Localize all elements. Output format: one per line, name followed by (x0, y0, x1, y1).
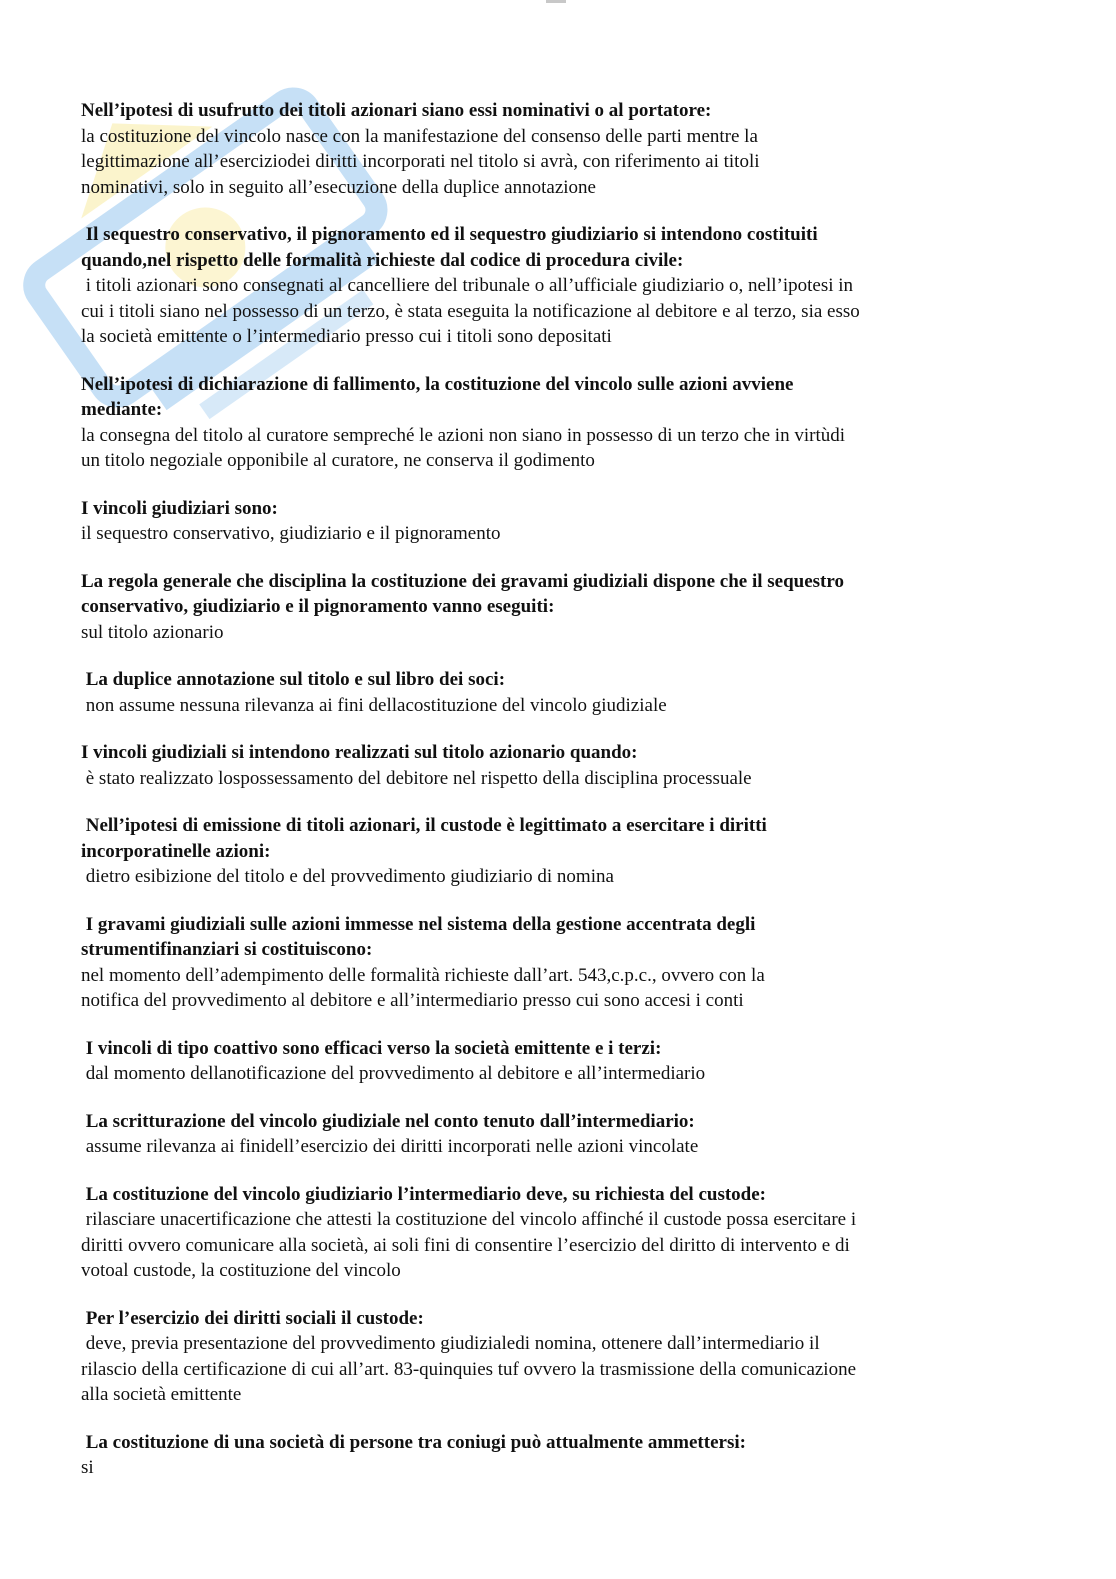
answer-text: si (81, 1457, 94, 1478)
answer-text: deve, previa presentazione del provvedimento giudizialedi nomina, ottenere dall’intermediario il rilascio della certificazione di cui all’art. 83-quinquies tuf ovvero la trasmissione della comunicazione alla società emittente (81, 1333, 857, 1405)
answer-text: assume rilevanza ai finidell’esercizio dei diritti incorporati nelle azioni vincolate (81, 1136, 699, 1157)
question-text: I vincoli giudiziali si intendono realizzati sul titolo azionario quando: (81, 742, 638, 763)
qa-list (81, 98, 1021, 1481)
answer-text: nel momento dell’adempimento delle formalità richieste dall’art. 543,c.p.c., ovvero con la notifica del provvedimento al debitore e all’intermediario presso cui sono accesi i conti (81, 964, 765, 1011)
answer-text: dal momento dellanotificazione del provvedimento al debitore e all’intermediario (81, 1063, 706, 1084)
question-text: La duplice annotazione sul titolo e sul libro dei soci: (81, 669, 506, 690)
qa-item (81, 667, 1021, 718)
qa-item (81, 912, 1021, 1014)
question-text: Nell’ipotesi di emissione di titoli azionari, il custode è legittimato a esercitare i diritti incorporatinelle azioni: (81, 815, 767, 862)
question-text: La costituzione del vincolo giudiziario l’intermediario deve, su richiesta del custode: (81, 1183, 766, 1205)
question-text: I gravami giudiziali sulle azioni immesse nel sistema della gestione accentrata degli strumentifinanziari si costituiscono: (81, 913, 756, 960)
qa-item (81, 98, 1021, 200)
question-text: I vincoli giudiziari sono: (81, 497, 278, 519)
answer-text: dietro esibizione del titolo e del provvedimento giudiziario di nomina (81, 866, 614, 887)
question-text: I vincoli di tipo coattivo sono efficaci verso la società emittente e i terzi: (81, 1037, 662, 1059)
qa-item (81, 496, 1021, 547)
header-mark (546, 0, 566, 3)
question-text: La costituzione di una società di persone tra coniugi può attualmente ammettersi: (81, 1431, 746, 1453)
qa-item (81, 1306, 1021, 1408)
qa-item (81, 372, 1021, 474)
answer-text: la consegna del titolo al curatore sempreché le azioni non siano in possesso di un terzo che in virtùdi un titolo negoziale opponibile al curatore, ne conserva il godimento (81, 424, 845, 471)
qa-item (81, 569, 1021, 646)
question-text: Nell’ipotesi di usufrutto dei titoli azionari siano essi nominativi o al portatore: (81, 100, 712, 121)
answer-text: rilasciare unacertificazione che attesti la costituzione del vincolo affinché il custode possa esercitare i diritti ovvero comunicare alla società, ai soli fini di consentire l’esercizio del diritto di intervento e di votoal custode, la costituzione del vincolo (81, 1209, 857, 1281)
answer-text: sul titolo azionario (81, 621, 224, 643)
qa-item (81, 1182, 1021, 1284)
qa-item (81, 813, 1021, 890)
answer-text: il sequestro conservativo, giudiziario e il pignoramento (81, 523, 501, 544)
question-text: La scritturazione del vincolo giudiziale nel conto tenuto dall’intermediario: (81, 1110, 695, 1132)
question-text: Nell’ipotesi di dichiarazione di fallimento, la costituzione del vincolo sulle azioni avviene mediante: (81, 373, 794, 420)
qa-item (81, 1430, 1021, 1481)
answer-text: la costituzione del vincolo nasce con la manifestazione del consenso delle parti mentre la legittimazione all’eserciziodei diritti incorporati nel titolo si avrà, con riferimento ai titoli nominativi, solo in seguito all’esecuzione della duplice annotazione (81, 125, 760, 198)
qa-item (81, 1109, 1021, 1160)
answer-text: i titoli azionari sono consegnati al cancelliere del tribunale o all’ufficiale giudiziario o, nell’ipotesi in cui i titoli siano nel possesso di un terzo, è stata eseguita la notificazione al debitore e al terzo, sia esso la società emittente o l’intermediario presso cui i titoli sono depositati (81, 275, 860, 347)
answer-text: non assume nessuna rilevanza ai fini dellacostituzione del vincolo giudiziale (81, 694, 667, 716)
question-text: La regola generale che disciplina la costituzione dei gravami giudiziali dispone che il sequestro conservativo, giudiziario e il pignoramento vanno eseguiti: (81, 570, 844, 617)
qa-item (81, 740, 1021, 791)
qa-item (81, 222, 1021, 350)
qa-item (81, 1036, 1021, 1087)
question-text: Per l’esercizio dei diritti sociali il custode: (81, 1307, 424, 1329)
question-text: Il sequestro conservativo, il pignoramento ed il sequestro giudiziario si intendono costituiti quando,nel rispetto delle formalità richieste dal codice di procedura civile: (81, 224, 818, 271)
answer-text: è stato realizzato lospossessamento del debitore nel rispetto della disciplina processuale (81, 767, 752, 789)
